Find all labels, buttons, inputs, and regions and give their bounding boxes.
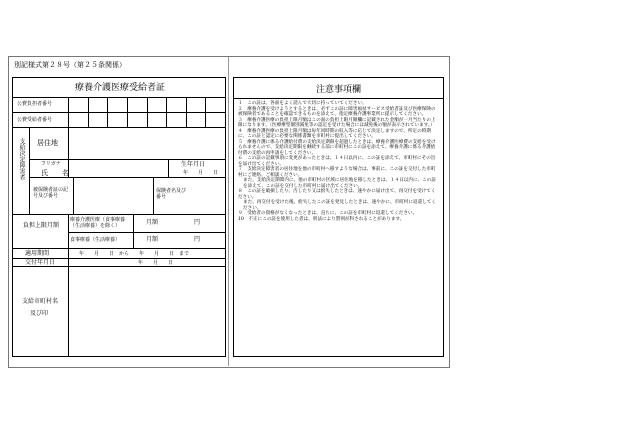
fold-line xyxy=(228,57,229,366)
note-item: また、再交付を受けた後、紛失したこの証を発見したときは、速やかに、市町村に返還してください。 xyxy=(243,200,436,211)
notes-body xyxy=(238,101,439,222)
recipient-number-cells xyxy=(68,112,225,127)
dob-label: 生年月日 xyxy=(181,161,206,168)
column-divider xyxy=(133,214,134,248)
row-divider xyxy=(68,232,225,233)
column-divider xyxy=(73,177,74,214)
note-item: ２ 療養介護を受けようとするときは、必ずこの証に障害福祉サービス受給者証及び医療保険の被保険者であることを確認できるものを添えて、指定療養介護事業所に提示してください。 xyxy=(238,106,436,117)
certificate-panel xyxy=(12,77,226,357)
insurer-label: 被保険者証の記号及び番号 xyxy=(33,187,69,199)
note-item: ８ この証を破損したり、汚したり又は紛失したときは、速やかに届け出て、再交付を受けてください。 xyxy=(238,189,436,200)
note-item: ５ 療養介護に係る介護給付費の支給決定期限を超過したときは、療養介護医療費の支給を受けられませんので、支給決定期限を継続する前に市町村にこの証を添えて、療養介護に係る介護給付費の支給の再申請をしてください。 xyxy=(238,139,436,156)
support-decision-label: 支給決定障害者 xyxy=(18,138,25,180)
note-item: ３ 療養介護医療の負担上限月額はこの面の負担上限月額欄に記載された金額が一月当たりの上限になります。（医療療型個別減免等の認定を受けた場合には減免後の額が表示されています。） xyxy=(238,117,436,128)
form-reference: 別記様式第２８号（第２５条関係） xyxy=(14,61,126,69)
column-divider xyxy=(68,248,69,266)
column-divider xyxy=(153,177,154,214)
recipient-number-label: 公費受給者番号 xyxy=(17,117,53,123)
payer-number-cells xyxy=(68,97,225,112)
certificate-title: 療養介護医療受給者証 xyxy=(75,83,166,93)
municipality-label: 支給市町村名 xyxy=(22,298,59,305)
row-divider xyxy=(13,248,225,249)
furigana-label: フリガナ xyxy=(41,161,61,167)
period-value: 年 月 日 から 年 月 日 まで xyxy=(79,251,190,257)
note-item: １ この証は、各面をよく読んで大切に持っていてください。 xyxy=(238,101,367,106)
dob-value: 年 月 日 xyxy=(183,170,219,176)
note-item: ７ 支給決定障害者の居住地を他の市町村へ移すような場合は、事前に、この証を交付した市町村にご連絡、ご相談ください。 xyxy=(238,167,436,178)
column-divider xyxy=(68,266,69,356)
note-item: 10 不正にこの証を使用した者は、刑法により罰則が科されることがあります。 xyxy=(238,216,405,222)
insurer-name-label: 保険者名及び番号 xyxy=(156,188,187,200)
medical-amount: 月額 円 xyxy=(146,219,201,226)
limit-label: 負担上限月額 xyxy=(23,222,60,229)
address-label: 居住地 xyxy=(37,139,58,147)
column-divider xyxy=(168,159,169,177)
column-divider xyxy=(29,127,30,214)
note-item: ４ 療養介護医療の負担上限月額は毎年同時期の収入等に応じて決定しますので、所定の時期に、この証と認定に必要な関係書類を市町村に提出してください。 xyxy=(238,128,431,139)
municipality-seal-label: 及び印 xyxy=(30,310,49,317)
issue-date-value: 年 月 日 xyxy=(138,260,174,266)
period-label: 適用期間 xyxy=(25,250,50,257)
notes-title: 注意事項欄 xyxy=(234,78,443,99)
payer-number-label: 公費負担者番号 xyxy=(17,101,53,107)
note-item: また、支給決定期間内に、他の市町村の区域に居住地を移したときは、１４日以内に、この証を添えて、この証を交付した市町村に届け出てください。 xyxy=(243,178,436,189)
column-divider xyxy=(68,214,69,248)
row-divider xyxy=(13,127,225,128)
note-item: ９ 受給者の資格がなくなったときは、直ちに、この証を市町村に返還してください。 xyxy=(238,211,418,216)
notes-panel xyxy=(233,77,444,357)
meal-amount: 月額 円 xyxy=(146,236,201,243)
row-divider xyxy=(13,266,225,267)
meal-label: 食事療養（生活療養） xyxy=(70,237,121,243)
name-label: 氏 名 xyxy=(41,169,69,177)
note-item: ６ この証の記載事項に変更があったときは、１４日以内に、この証を添えて、市町村にその旨を届け出てください。 xyxy=(238,156,436,167)
row-divider xyxy=(13,214,225,215)
medical-care-label: 療養介護医療（食事療養（生活療養）を除く） xyxy=(70,217,126,229)
row-divider xyxy=(29,177,225,178)
row-divider xyxy=(29,159,225,160)
issue-date-label: 交付年月日 xyxy=(25,259,56,266)
